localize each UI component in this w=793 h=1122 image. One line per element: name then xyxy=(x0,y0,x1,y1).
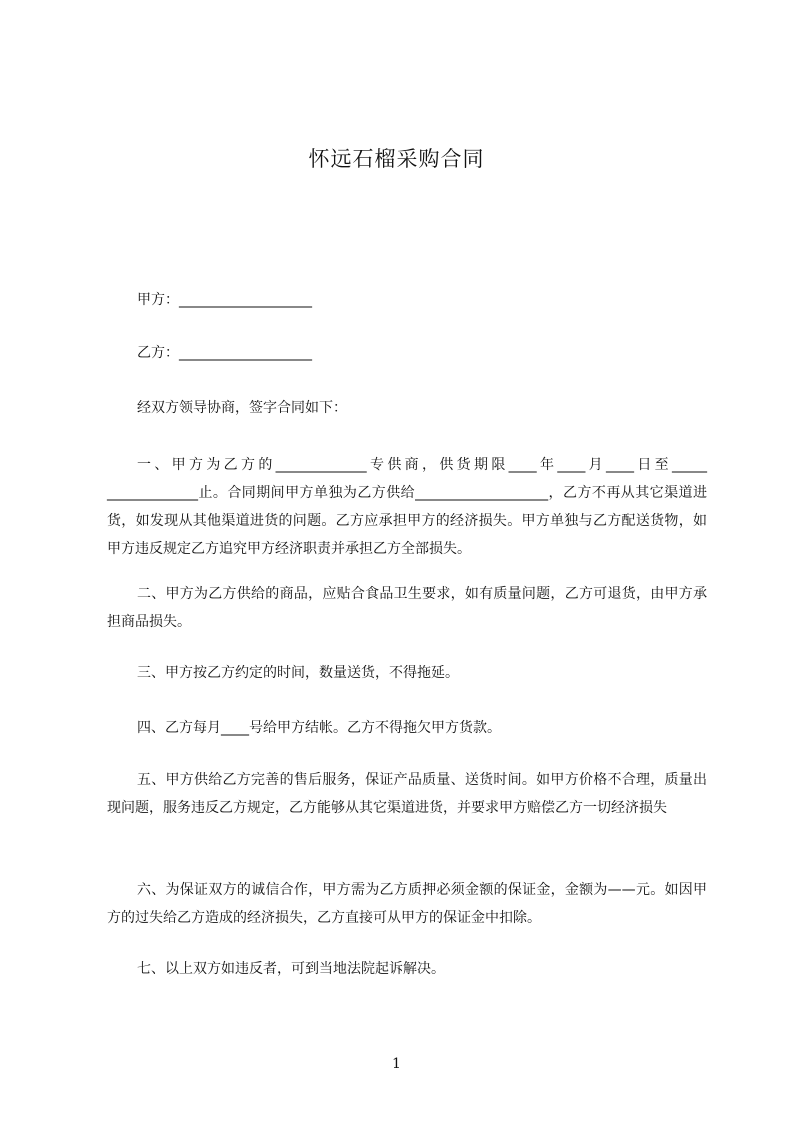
party-a-line: 甲方：___________________ xyxy=(137,292,312,308)
clause-6: 六、为保证双方的诚信合作，甲方需为乙方质押必须金额的保证金，金额为——元。如因甲方的过失给乙方造成的经济损失，乙方直接可从甲方的保证金中扣除。 xyxy=(107,882,707,926)
clause-5: 五、甲方供给乙方完善的售后服务，保证产品质量、送货时间。如甲方价格不合理，质量出现问题，服务违反乙方规定，乙方能够从其它渠道进货，并要求甲方赔偿乙方一切经济损失 xyxy=(107,772,707,816)
page-number: 1 xyxy=(392,1056,401,1072)
clause-3: 三、甲方按乙方约定的时间，数量送货，不得拖延。 xyxy=(137,665,459,681)
intro-text: 经双方领导协商，签字合同如下： xyxy=(137,400,347,416)
clause-1: 一、甲方为乙方的_____________专供商，供货期限____年____月____日至_____ _____________止。合同期间甲方单独为乙方供给___________________，乙方不再从其它渠道进货，如发现从其他渠道进货的问题。乙方应承担甲方的经济损失。甲方单独与乙方配送货物，如甲方违反规定乙方追究甲方经济职责并承担乙方全部损失。 xyxy=(107,457,707,557)
clause-2: 二、甲方为乙方供给的商品，应贴合食品卫生要求，如有质量问题，乙方可退货，由甲方承担商品损失。 xyxy=(107,586,707,630)
clause-7: 七、以上双方如违反者，可到当地法院起诉解决。 xyxy=(137,961,445,977)
clause-4: 四、乙方每月____号给甲方结帐。乙方不得拖欠甲方货款。 xyxy=(137,720,501,736)
party-b-line: 乙方：___________________ xyxy=(137,345,312,361)
page-title: 怀远石榴采购合同 xyxy=(308,147,485,171)
